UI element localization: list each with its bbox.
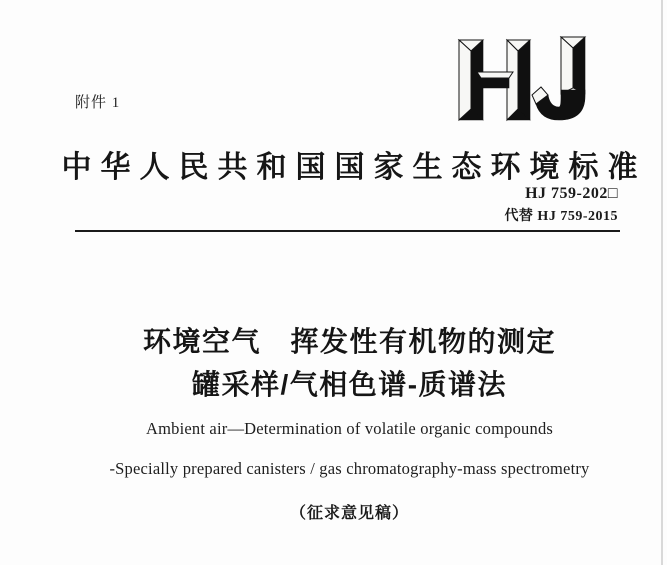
header-rule — [75, 230, 620, 232]
hj-logo — [456, 36, 588, 124]
draft-status-note: （征求意见稿） — [289, 505, 409, 522]
attachment-label: 附件 1 — [75, 95, 121, 111]
scan-edge-line — [661, 0, 663, 565]
doc-title-zh-line2: 罐采样/气相色谱-质谱法 — [191, 369, 508, 400]
doc-title-en-line1: Ambient air—Determination of volatile organic compounds — [145, 419, 554, 438]
replaces-note: 代替 HJ 759-2015 — [504, 209, 618, 224]
hj-logo-icon — [456, 36, 588, 124]
doc-title-zh-line1: 环境空气 挥发性有机物的测定 — [142, 326, 556, 357]
national-standard-heading: 中华人民共和国国家生态环境标准 — [61, 151, 647, 184]
doc-title-en-line2: -Specially prepared canisters / gas chromatography-mass spectrometry — [109, 459, 590, 478]
standard-number: HJ 759-202□ — [525, 185, 618, 202]
